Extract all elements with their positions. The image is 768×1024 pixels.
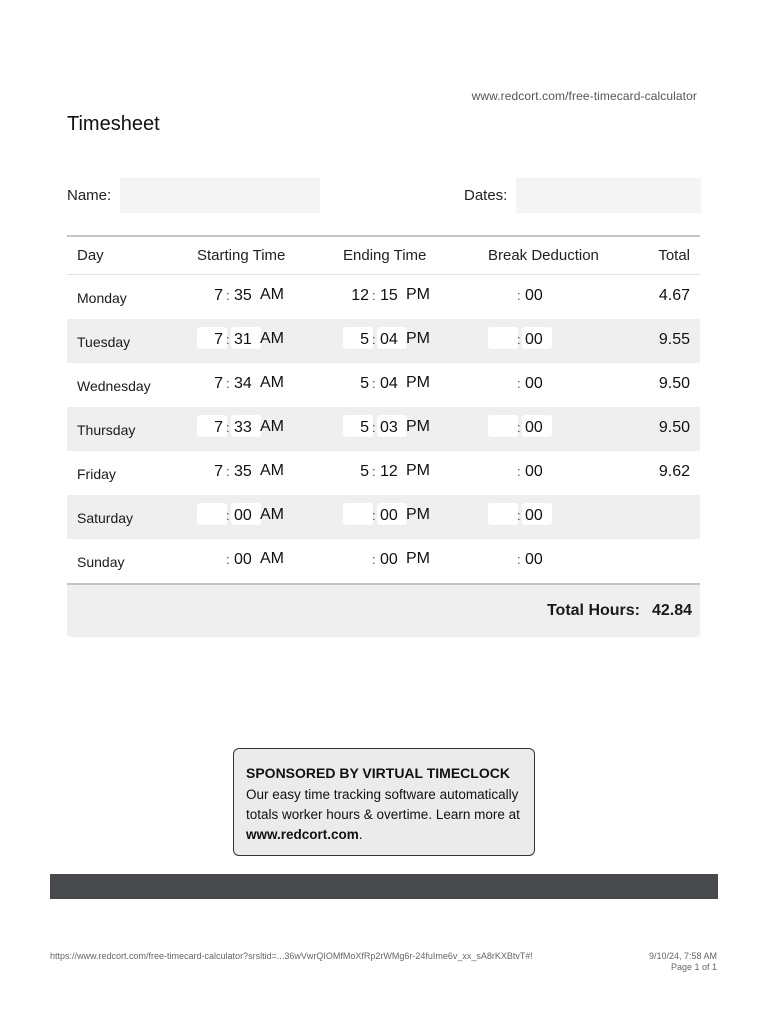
sponsor-heading: SPONSORED BY VIRTUAL TIMECLOCK	[246, 765, 510, 781]
end-minute[interactable]: 00	[380, 551, 398, 568]
row-total: 9.50	[658, 375, 690, 392]
col-break-deduction: Break Deduction	[488, 247, 599, 264]
start-ampm[interactable]: AM	[260, 506, 284, 523]
start-minute[interactable]: 00	[234, 507, 252, 524]
break-hour-box[interactable]	[488, 415, 518, 437]
row-total: 9.55	[658, 331, 690, 348]
totals-bar	[67, 583, 700, 637]
start-hour[interactable]: 7	[214, 375, 223, 392]
start-hour[interactable]: 7	[214, 331, 223, 348]
page-title: Timesheet	[67, 113, 160, 135]
start-ampm[interactable]: AM	[260, 374, 284, 391]
print-url: https://www.redcort.com/free-timecard-calculator?srsltid=...36wVwrQIOMfMoXfRp2rWMg6r-24fuIme6v_xx_sA8rKXBtvT#!	[50, 951, 533, 961]
row-total: 9.50	[658, 419, 690, 436]
time-separator: :	[517, 420, 521, 435]
row-day: Saturday	[77, 510, 134, 526]
col-day: Day	[77, 247, 104, 264]
site-url: www.redcort.com/free-timecard-calculator	[471, 89, 697, 103]
table-header	[67, 235, 700, 275]
end-minute[interactable]: 15	[380, 287, 398, 304]
row-day: Friday	[77, 466, 116, 482]
start-hour[interactable]: 7	[214, 419, 223, 436]
break-minute[interactable]: 00	[525, 331, 543, 348]
end-ampm[interactable]: PM	[406, 550, 430, 567]
break-minute[interactable]: 00	[525, 507, 543, 524]
print-meta	[649, 951, 717, 973]
timesheet-table	[67, 235, 700, 637]
row-total: 9.62	[658, 463, 690, 480]
start-hour[interactable]: 7	[214, 463, 223, 480]
row-day: Thursday	[77, 422, 136, 438]
end-minute[interactable]: 03	[380, 419, 398, 436]
start-minute[interactable]: 31	[234, 331, 252, 348]
break-minute[interactable]: 00	[525, 463, 543, 480]
row-day: Tuesday	[77, 334, 131, 350]
table-row	[67, 319, 700, 363]
name-label: Name:	[67, 187, 112, 204]
row-total: 4.67	[658, 287, 690, 304]
table-row	[67, 451, 700, 495]
start-ampm[interactable]: AM	[260, 462, 284, 479]
start-ampm[interactable]: AM	[260, 418, 284, 435]
sponsor-period: .	[358, 827, 363, 842]
col-ending-time: Ending Time	[343, 247, 427, 264]
end-ampm[interactable]: PM	[406, 286, 430, 303]
break-minute[interactable]: 00	[525, 551, 543, 568]
time-separator: :	[226, 288, 230, 303]
table-row	[67, 407, 700, 451]
time-separator: :	[517, 508, 521, 523]
time-separator: :	[372, 420, 376, 435]
time-separator: :	[517, 376, 521, 391]
col-total: Total	[658, 247, 690, 264]
row-day: Wednesday	[77, 378, 151, 394]
end-hour[interactable]: 5	[360, 463, 369, 480]
time-separator: :	[372, 508, 376, 523]
start-ampm[interactable]: AM	[260, 550, 284, 567]
break-minute[interactable]: 00	[525, 419, 543, 436]
break-minute[interactable]: 00	[525, 375, 543, 392]
time-separator: :	[517, 288, 521, 303]
sponsor-text	[246, 785, 522, 845]
row-day: Monday	[77, 290, 127, 306]
end-hour-box[interactable]	[343, 503, 373, 525]
table-row	[67, 539, 700, 583]
name-input[interactable]	[120, 178, 320, 213]
start-minute[interactable]: 35	[234, 287, 252, 304]
sponsor-body: Our easy time tracking software automatically totals worker hours & overtime. Learn more at	[246, 787, 520, 822]
time-separator: :	[226, 332, 230, 347]
end-hour[interactable]: 5	[360, 331, 369, 348]
start-minute[interactable]: 34	[234, 375, 252, 392]
end-hour[interactable]: 12	[351, 287, 369, 304]
time-separator: :	[226, 552, 230, 567]
time-separator: :	[226, 376, 230, 391]
time-separator: :	[372, 552, 376, 567]
start-ampm[interactable]: AM	[260, 286, 284, 303]
dates-label: Dates:	[464, 187, 508, 204]
time-separator: :	[226, 464, 230, 479]
end-minute[interactable]: 00	[380, 507, 398, 524]
time-separator: :	[372, 288, 376, 303]
end-minute[interactable]: 04	[380, 375, 398, 392]
time-separator: :	[372, 464, 376, 479]
footer-bar	[50, 874, 718, 899]
start-minute[interactable]: 00	[234, 551, 252, 568]
dates-input[interactable]	[516, 178, 701, 213]
break-hour-box[interactable]	[488, 503, 518, 525]
end-minute[interactable]: 12	[380, 463, 398, 480]
total-hours-value: 42.84	[651, 602, 692, 619]
table-body	[67, 275, 700, 583]
end-hour[interactable]: 5	[360, 375, 369, 392]
time-separator: :	[517, 552, 521, 567]
time-separator: :	[226, 508, 230, 523]
print-datetime: 9/10/24, 7:58 AM	[648, 951, 717, 961]
end-ampm[interactable]: PM	[406, 374, 430, 391]
row-day: Sunday	[77, 554, 125, 570]
end-hour[interactable]: 5	[360, 419, 369, 436]
time-separator: :	[517, 332, 521, 347]
sponsor-link[interactable]: www.redcort.com	[246, 827, 359, 842]
start-minute[interactable]: 35	[234, 463, 252, 480]
time-separator: :	[517, 464, 521, 479]
sponsor-box	[233, 748, 535, 856]
time-separator: :	[226, 420, 230, 435]
table-row	[67, 363, 700, 407]
end-ampm[interactable]: PM	[406, 418, 430, 435]
total-hours-label: Total Hours:	[546, 602, 640, 619]
time-separator: :	[372, 332, 376, 347]
table-row	[67, 495, 700, 539]
end-minute[interactable]: 04	[380, 331, 398, 348]
table-row	[67, 275, 700, 319]
start-hour-box[interactable]	[197, 503, 227, 525]
print-page: Page 1 of 1	[670, 962, 717, 972]
start-ampm[interactable]: AM	[260, 330, 284, 347]
end-ampm[interactable]: PM	[406, 506, 430, 523]
break-hour-box[interactable]	[488, 327, 518, 349]
col-starting-time: Starting Time	[197, 247, 286, 264]
break-minute[interactable]: 00	[525, 287, 543, 304]
time-separator: :	[372, 376, 376, 391]
start-hour[interactable]: 7	[214, 287, 223, 304]
end-ampm[interactable]: PM	[406, 330, 430, 347]
start-minute[interactable]: 33	[234, 419, 252, 436]
end-ampm[interactable]: PM	[406, 462, 430, 479]
